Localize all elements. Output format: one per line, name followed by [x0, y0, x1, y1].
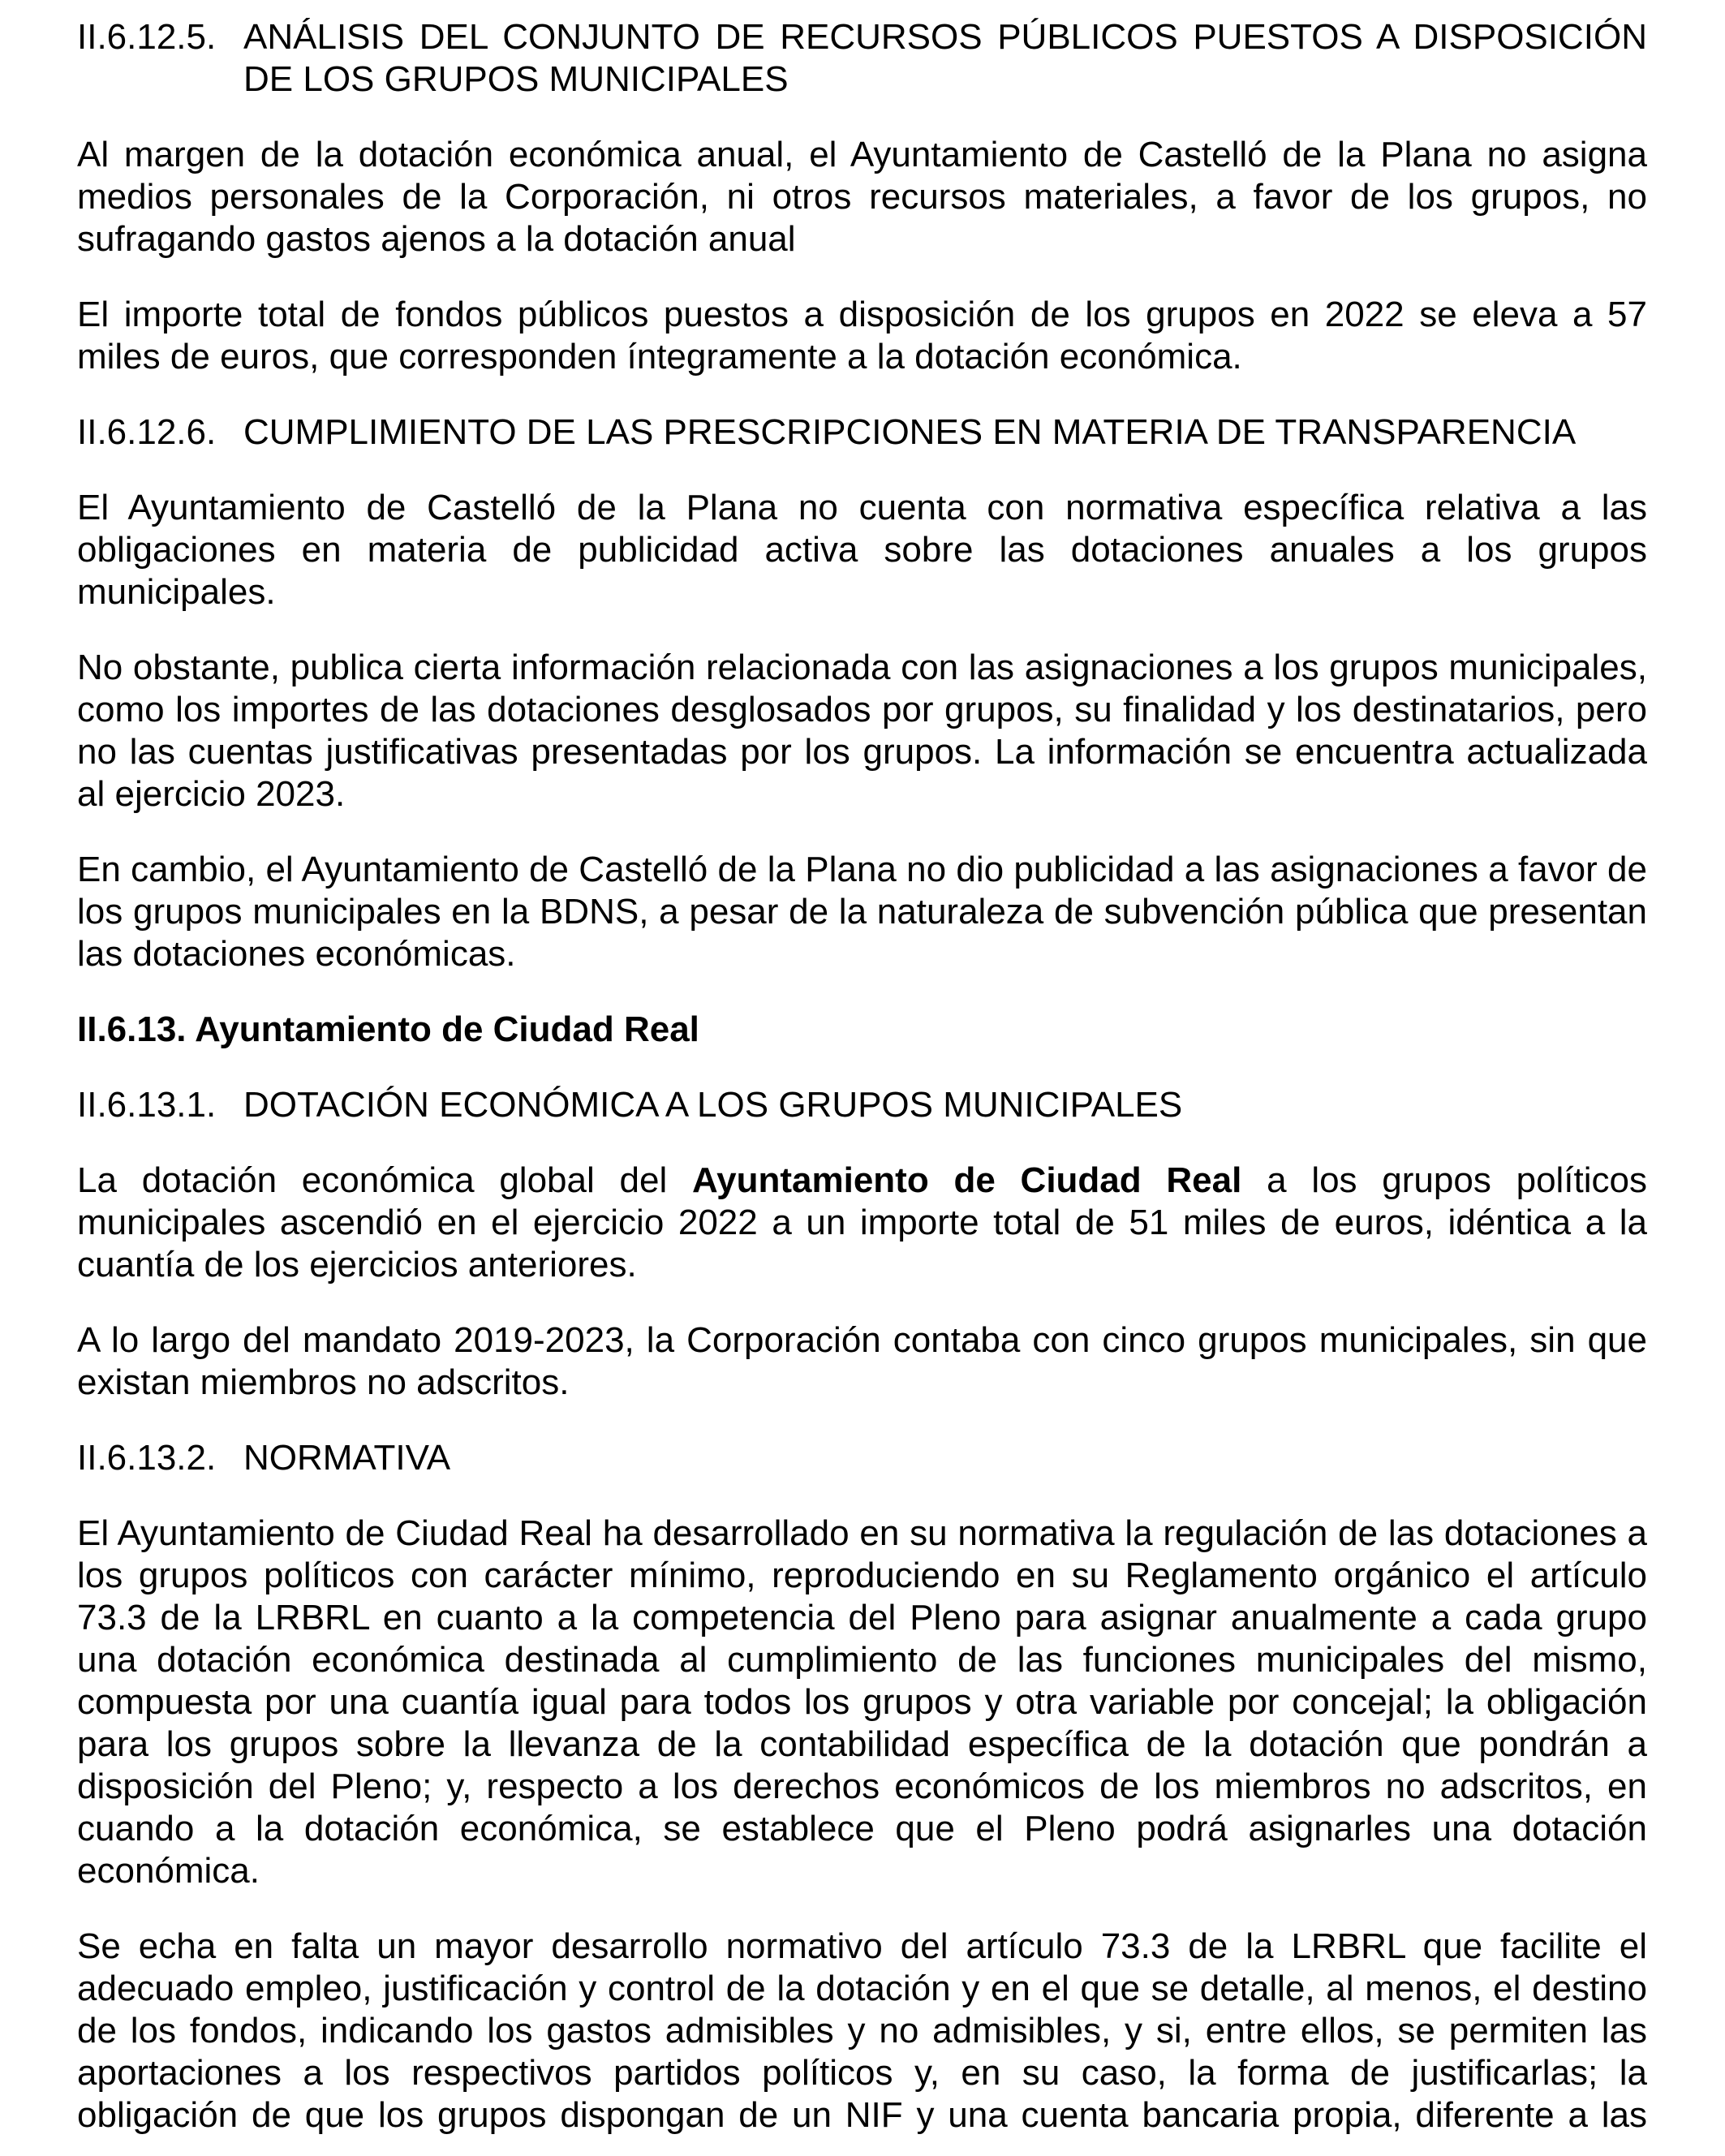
paragraph-segment-bold: Ayuntamiento de Ciudad Real	[691, 1160, 1242, 1200]
section-number: II.6.13.2.	[77, 1438, 217, 1478]
section-title: ANÁLISIS DEL CONJUNTO DE RECURSOS PÚBLICOS PUESTOS A DISPOSICIÓN DE LOS GRUPOS MUNICIPALES	[243, 17, 1647, 99]
body-paragraph: Al margen de la dotación económica anual, el Ayuntamiento de Castelló de la Plana no asigna medios personales de la Corporación, ni otros recursos materiales, a favor de los grupos, no sufragando gastos ajenos a la dotación anual	[77, 135, 1647, 259]
section-heading-II-6-13-1	[77, 1084, 1647, 1126]
body-paragraph: No obstante, publica cierta información relacionada con las asignaciones a los grupos municipales, como los importes de las dotaciones desglosados por grupos, su finalidad y los destinatarios, pero no las cuentas justificativas presentadas por los grupos. La información se encuentra actualizada al ejercicio 2023.	[77, 648, 1647, 814]
section-heading-II-6-13-2	[77, 1437, 1647, 1479]
body-paragraph: En cambio, el Ayuntamiento de Castelló de la Plana no dio publicidad a las asignaciones a favor de los grupos municipales en la BDNS, a pesar de la naturaleza de subvención pública que presentan las dotaciones económicas.	[77, 850, 1647, 974]
paragraph-segment: La dotación económica global del	[77, 1160, 692, 1200]
section-number: II.6.13.1.	[77, 1085, 217, 1125]
body-paragraph-truncated: Se echa en falta un mayor desarrollo normativo del artículo 73.3 de la LRBRL que facilite el adecuado empleo, justificación y control de la dotación y en el que se detalle, al menos, el destino de los fondos, indicando los gastos admisibles y no admisibles, y si, entre ellos, se permiten las aportaciones a los respectivos partidos políticos y, en su caso, la forma de justificarlas; la obligación de que los grupos dispongan de un NIF y una cuenta bancaria propia, diferente a las	[77, 1926, 1647, 2135]
section-title: CUMPLIMIENTO DE LAS PRESCRIPCIONES EN MATERIA DE TRANSPARENCIA	[243, 412, 1577, 452]
chapter-heading-II-6-13: II.6.13. Ayuntamiento de Ciudad Real	[77, 1009, 699, 1049]
body-paragraph: El importe total de fondos públicos puestos a disposición de los grupos en 2022 se eleva a 57 miles de euros, que corresponden íntegramente a la dotación económica.	[77, 295, 1647, 377]
body-paragraph-with-bold	[77, 1160, 1647, 1286]
section-title: DOTACIÓN ECONÓMICA A LOS GRUPOS MUNICIPALES	[243, 1085, 1183, 1125]
body-paragraph: A lo largo del mandato 2019-2023, la Corporación contaba con cinco grupos municipales, sin que existan miembros no adscritos.	[77, 1320, 1647, 1402]
section-heading-II-6-12-6	[77, 411, 1647, 454]
body-paragraph: El Ayuntamiento de Ciudad Real ha desarrollado en su normativa la regulación de las dotaciones a los grupos políticos con carácter mínimo, reproduciendo en su Reglamento orgánico el artículo 73.3 de la LRBRL en cuanto a la competencia del Pleno para asignar anualmente a cada grupo una dotación económica destinada al cumplimiento de las funciones municipales del mismo, compuesta por una cuantía igual para todos los grupos y otra variable por concejal; la obligación para los grupos sobre la llevanza de la contabilidad específica de la dotación que pondrán a disposición del Pleno; y, respecto a los derechos económicos de los miembros no adscritos, en cuando a la dotación económica, se establece que el Pleno podrá asignarles una dotación económica.	[77, 1513, 1647, 1891]
body-paragraph: El Ayuntamiento de Castelló de la Plana no cuenta con normativa específica relativa a las obligaciones en materia de publicidad activa sobre las dotaciones anuales a los grupos municipales.	[77, 488, 1647, 612]
paragraph-segment: a los grupos políticos municipales ascendió en el ejercicio 2022 a un importe total de 51 miles de euros, idéntica a la cuantía de los ejercicios anteriores.	[77, 1160, 1648, 1285]
report-body	[77, 16, 1647, 2137]
section-number: II.6.12.6.	[77, 412, 217, 452]
section-number: II.6.12.5.	[77, 17, 217, 57]
section-heading-II-6-12-5	[77, 16, 1647, 101]
section-title: NORMATIVA	[243, 1438, 451, 1478]
